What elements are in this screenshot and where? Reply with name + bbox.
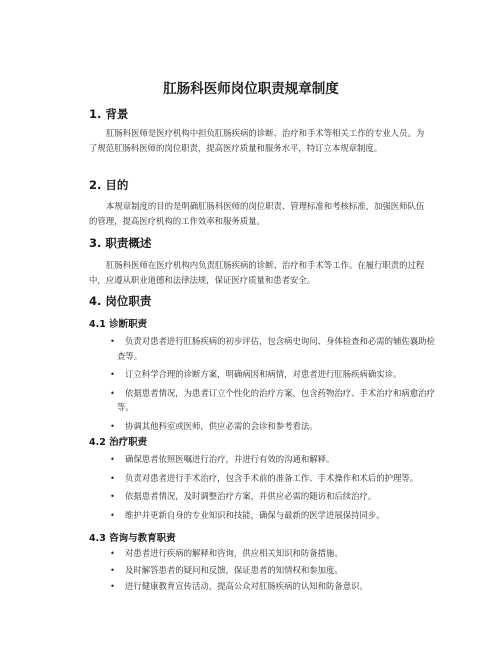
list-item (89, 471, 439, 486)
section-heading-background: 1. 背景 (89, 107, 129, 121)
list-item (89, 334, 439, 363)
subsection-heading-consultation: 4.3 咨询与教育职责 (89, 533, 176, 544)
bullet-icon: • (110, 491, 115, 501)
section-text-background: 肛肠科医师是医疗机构中担负肛肠疾病的诊断、治疗和手术等相关工作的专业人员。为了规范肛肠科医师的岗位职责，提高医疗质量和服务水平，特订立本规章制度。 (89, 128, 425, 153)
bullet-icon: • (110, 472, 115, 483)
list-item-text: 对患者进行疾病的解释和咨询，供应相关知识和防备措施。 (125, 548, 343, 558)
section-text-purpose: 本规章制度的目的是明确肛肠科医师的岗位职责、管理标准和考核标准，加强医师队伍的管理，提高医疗机构的工作效率和服务质量。 (89, 201, 425, 226)
diagnosis-duties-list (89, 334, 439, 437)
list-item (89, 508, 439, 523)
bullet-icon: • (110, 336, 115, 346)
bullet-icon: • (110, 564, 115, 575)
list-item-text: 负责对患者进行手术治疗，包含手术前的准备工作、手术操作和术后的护理等。 (125, 472, 419, 483)
subsection-heading-treatment: 4.2 治疗职责 (89, 437, 148, 448)
list-item (89, 579, 439, 594)
bullet-icon: • (110, 369, 115, 379)
document-title: 肛肠科医师岗位职责规章制度 (163, 81, 339, 97)
list-item-text: 负责对患者进行肛肠疾病的初步评估，包含病史询问、身体检查和必需的辅佐襄助检查等。 (117, 336, 435, 361)
list-item-text: 维护并更新自身的专业知识和技能，确保与最新的医学进展保持同步。 (125, 509, 385, 520)
bullet-icon: • (110, 581, 115, 591)
consultation-duties-list (89, 546, 439, 596)
section-heading-duties: 4. 岗位职责 (89, 294, 152, 308)
list-item (89, 386, 439, 415)
list-item (89, 546, 439, 561)
list-item (89, 563, 439, 578)
list-item (89, 367, 439, 382)
section-text-overview: 肛肠科医师在医疗机构内负责肛肠疾病的诊断、治疗和手术等工作。在履行职责的过程中，应遵从职业道德和法律法规，保证医疗质量和患者安全。 (89, 260, 425, 285)
subsection-heading-diagnosis: 4.1 诊断职责 (89, 319, 148, 330)
bullet-icon: • (110, 509, 115, 520)
list-item-text: 协调其他科室或医师，供应必需的会诊和参考看法。 (125, 420, 318, 431)
list-item-text: 及时解答患者的疑问和反馈，保证患者的知情权和参加度。 (125, 564, 343, 575)
bullet-icon: • (110, 548, 115, 558)
list-item-text: 订立科学合理的诊断方案，明确病因和病情，对患者进行肛肠疾病确实诊。 (125, 369, 402, 379)
section-heading-overview: 3. 职责概述 (89, 236, 152, 250)
bullet-icon: • (110, 387, 115, 398)
list-item (89, 419, 439, 434)
list-item-text: 确保患者依照医嘱进行治疗，并进行有效的沟通和解释。 (125, 454, 335, 464)
list-item-text: 依据患者情况，为患者订立个性化的治疗方案，包含药物治疗、手术治疗和病愈治疗等。 (117, 387, 435, 412)
section-heading-purpose: 2. 目的 (89, 178, 129, 192)
bullet-icon: • (110, 454, 115, 464)
list-item-text: 进行健康教育宣传活动，提高公众对肛肠疾病的认知和防备意识。 (125, 581, 368, 591)
list-item (89, 452, 439, 467)
list-item (89, 489, 439, 504)
bullet-icon: • (110, 420, 115, 431)
treatment-duties-list (89, 452, 439, 526)
list-item-text: 依据患者情况，及时调整治疗方案，并供应必需的随访和后续治疗。 (125, 491, 377, 501)
